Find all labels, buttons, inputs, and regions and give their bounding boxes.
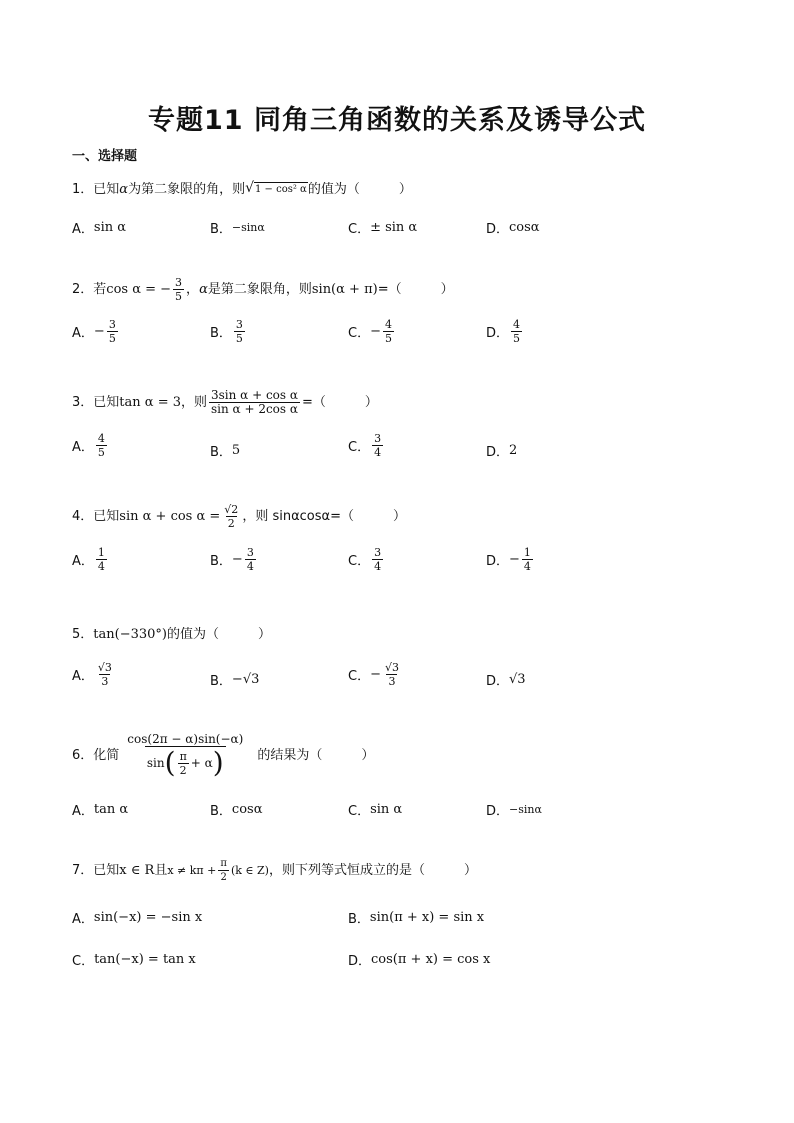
option-d[interactable]: D． cosα — [486, 220, 540, 237]
option-b[interactable]: B． 5 — [210, 443, 241, 460]
question-7: 7． 已知 x ∈ R 且 x ≠ kπ + $\frac{\pi}{2}$ (k ∈ Z) ，则下列等式恒成立的是（ ） — [72, 858, 477, 883]
option-a[interactable]: A． $\frac{1}{4}$ — [72, 546, 105, 573]
question-2: 2． 若 cos α = − $\frac{3}{5}$ ， α 是第二象限角，则 sin(α + π) =（ ） — [72, 276, 454, 303]
option-a[interactable]: A． $\frac{√3}{3}$ — [72, 661, 112, 688]
option-b[interactable]: B． cosα — [210, 802, 263, 819]
question-4: 4． 已知 sin α + cos α = $\frac{√2}{2}$ ，则 sinαcosα=（ ） — [72, 503, 406, 530]
question-number: 7． — [72, 863, 94, 878]
option-c[interactable]: C． ± sin α — [348, 220, 418, 237]
fraction: $\frac{3}{5}$ — [175, 276, 183, 303]
page-title: 专题11 同角三角函数的关系及诱导公式 — [148, 105, 646, 136]
option-a[interactable]: A． $\frac{4}{5}$ — [72, 432, 105, 459]
option-c[interactable]: C． − $\frac{√3}{3}$ — [348, 661, 399, 688]
option-c[interactable]: C． $\frac{3}{4}$ — [348, 546, 382, 573]
question-number: 2． — [72, 282, 94, 297]
option-b[interactable]: B． sin(π + x) = sin x — [348, 910, 485, 927]
question-number: 4． — [72, 509, 94, 524]
question-number: 5． — [72, 627, 94, 642]
option-d[interactable]: D． √3 — [486, 672, 526, 689]
option-b[interactable]: B． $\frac{3}{5}$ — [210, 318, 243, 345]
option-a[interactable]: A． sin(−x) = −sin x — [72, 910, 203, 927]
question-1: 1． 已知 α 为第二象限的角，则 √ 1 − cos² α 的值为（ ） — [72, 180, 412, 197]
question-3: 3． 已知 tan α = 3 ，则 $\frac{\text{3sin α + cos α}}{\text{sin α + 2cos α}}$ =（ ） — [72, 388, 378, 416]
option-a[interactable]: A． tan α — [72, 802, 129, 819]
option-d[interactable]: D． −sinα — [486, 803, 542, 819]
option-a[interactable]: A． − $\frac{3}{5}$ — [72, 318, 116, 345]
option-d[interactable]: D． − $\frac{1}{4}$ — [486, 546, 531, 573]
option-c[interactable]: C． − $\frac{4}{5}$ — [348, 318, 392, 345]
question-number: 1． — [72, 181, 94, 197]
option-c[interactable]: C． sin α — [348, 802, 403, 819]
option-d[interactable]: D． $\frac{4}{5}$ — [486, 318, 521, 345]
option-a[interactable]: A． sin α — [72, 220, 127, 237]
option-b[interactable]: B． − $\frac{3}{4}$ — [210, 546, 254, 573]
sqrt-expression: √ 1 − cos² α — [245, 180, 307, 196]
question-number: 3． — [72, 395, 94, 410]
option-d[interactable]: D． 2 — [486, 443, 518, 460]
question-number: 6． — [72, 747, 94, 763]
compound-fraction: cos(2π − α)sin(−α) sin ( $\frac{\pi}{2}$ + α ) — [127, 732, 244, 779]
section-heading: 一、选择题 — [72, 149, 138, 164]
option-c[interactable]: C． $\frac{3}{4}$ — [348, 432, 382, 459]
option-b[interactable]: B． −sinα — [210, 221, 265, 237]
question-6: 6． 化简 cos(2π − α)sin(−α) sin ( $\frac{\pi}{2}$ + α ) 的结果为（ ） — [72, 732, 375, 779]
question-5: 5． tan(−330°) 的值为（ ） — [72, 627, 271, 642]
option-b[interactable]: B． −√3 — [210, 672, 260, 689]
option-d[interactable]: D． cos(π + x) = cos x — [348, 952, 491, 969]
option-c[interactable]: C． tan(−x) = tan x — [72, 952, 196, 969]
